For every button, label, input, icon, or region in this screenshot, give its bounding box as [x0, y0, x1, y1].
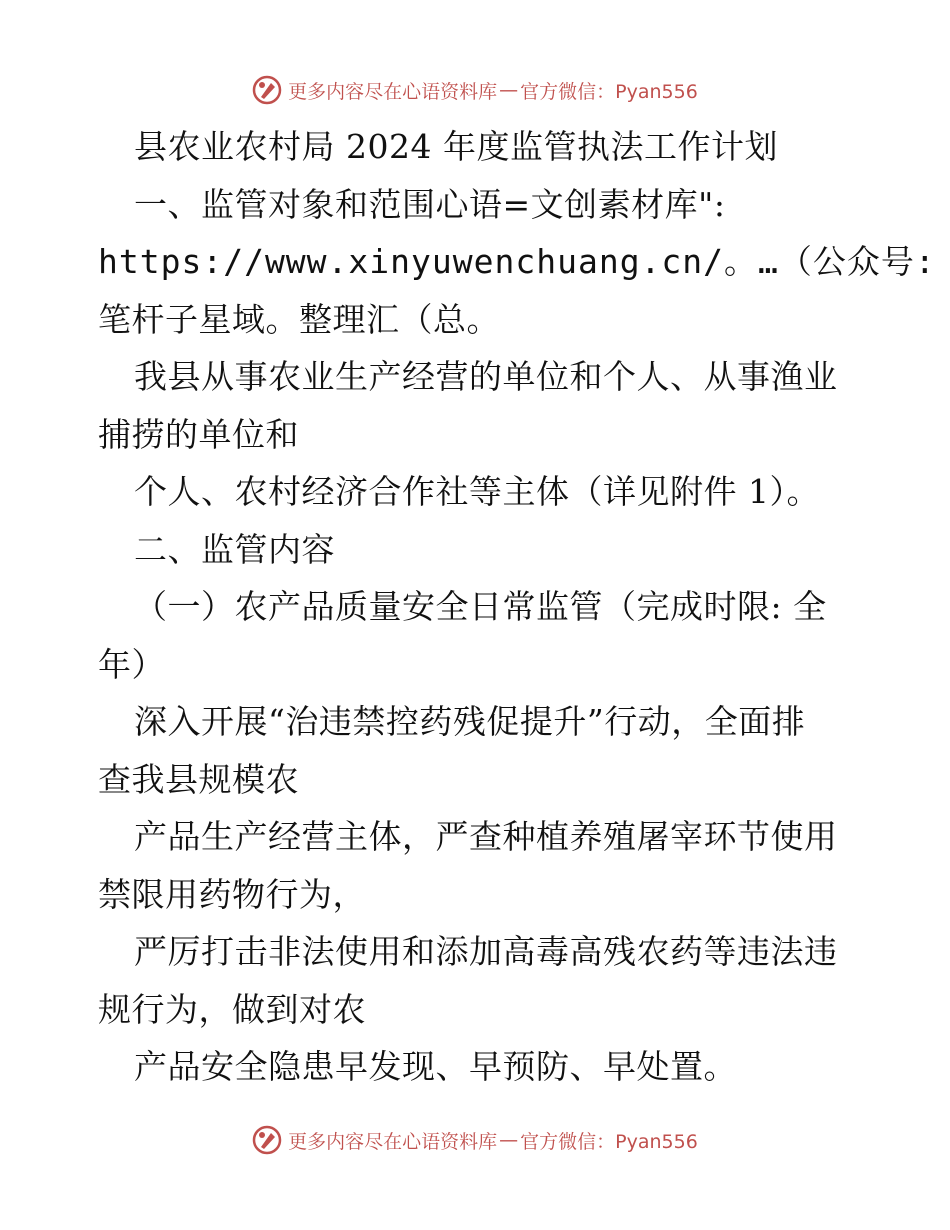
heading-2: 二、监管内容: [134, 529, 335, 569]
subheading-1-line-1: （一）农产品质量安全日常监管（完成时限: 全: [134, 587, 827, 626]
paragraph-2-line-1: 个人、农村经济合作社等主体（详见附件 1）。: [134, 472, 820, 511]
url-line: https://www.xinyuwenchuang.cn/。…（公众号:: [98, 242, 936, 281]
subheading-1-line-2: 年）: [98, 644, 165, 684]
watermark-footer: [0, 1120, 950, 1160]
paragraph-5-line-1: 严厉打击非法使用和添加高毒高残农药等违法违: [134, 932, 838, 971]
paragraph-4-line-2: 禁限用药物行为，: [98, 874, 366, 914]
document-body: [98, 118, 936, 1096]
pen-nib-logo-icon: [252, 75, 282, 105]
paragraph-3-line-1: 深入开展“治违禁控药残促提升”行动，全面排: [134, 702, 806, 741]
document-title: 县农业农村局 2024 年度监管执法工作计划: [134, 127, 778, 166]
paragraph-1-line-1: 我县从事农业生产经营的单位和个人、从事渔业: [134, 357, 838, 396]
text-line: 笔杆子星域。整理汇（总。: [98, 299, 500, 339]
pen-nib-logo-icon: [252, 1125, 282, 1155]
paragraph-6-line-1: 产品安全隐患早发现、早预防、早处置。: [134, 1047, 737, 1086]
watermark-text: 更多内容尽在心语资料库: [288, 1130, 498, 1153]
heading-1: 一、监管对象和范围心语=文创素材库":: [134, 184, 726, 224]
watermark-header: [0, 70, 950, 110]
watermark-suffix: 官方微信：Pyan556: [520, 1130, 698, 1153]
paragraph-5-line-2: 规行为，做到对农: [98, 989, 366, 1029]
paragraph-3-line-2: 查我县规模农: [98, 759, 299, 799]
watermark-text: 更多内容尽在心语资料库: [288, 80, 498, 103]
watermark-dash: —: [499, 1129, 519, 1151]
watermark-suffix: 官方微信：Pyan556: [520, 80, 698, 103]
paragraph-1-line-2: 捕捞的单位和: [98, 414, 299, 454]
watermark-dash: —: [499, 79, 519, 101]
paragraph-4-line-1: 产品生产经营主体，严查种植养殖屠宰环节使用: [134, 817, 838, 856]
